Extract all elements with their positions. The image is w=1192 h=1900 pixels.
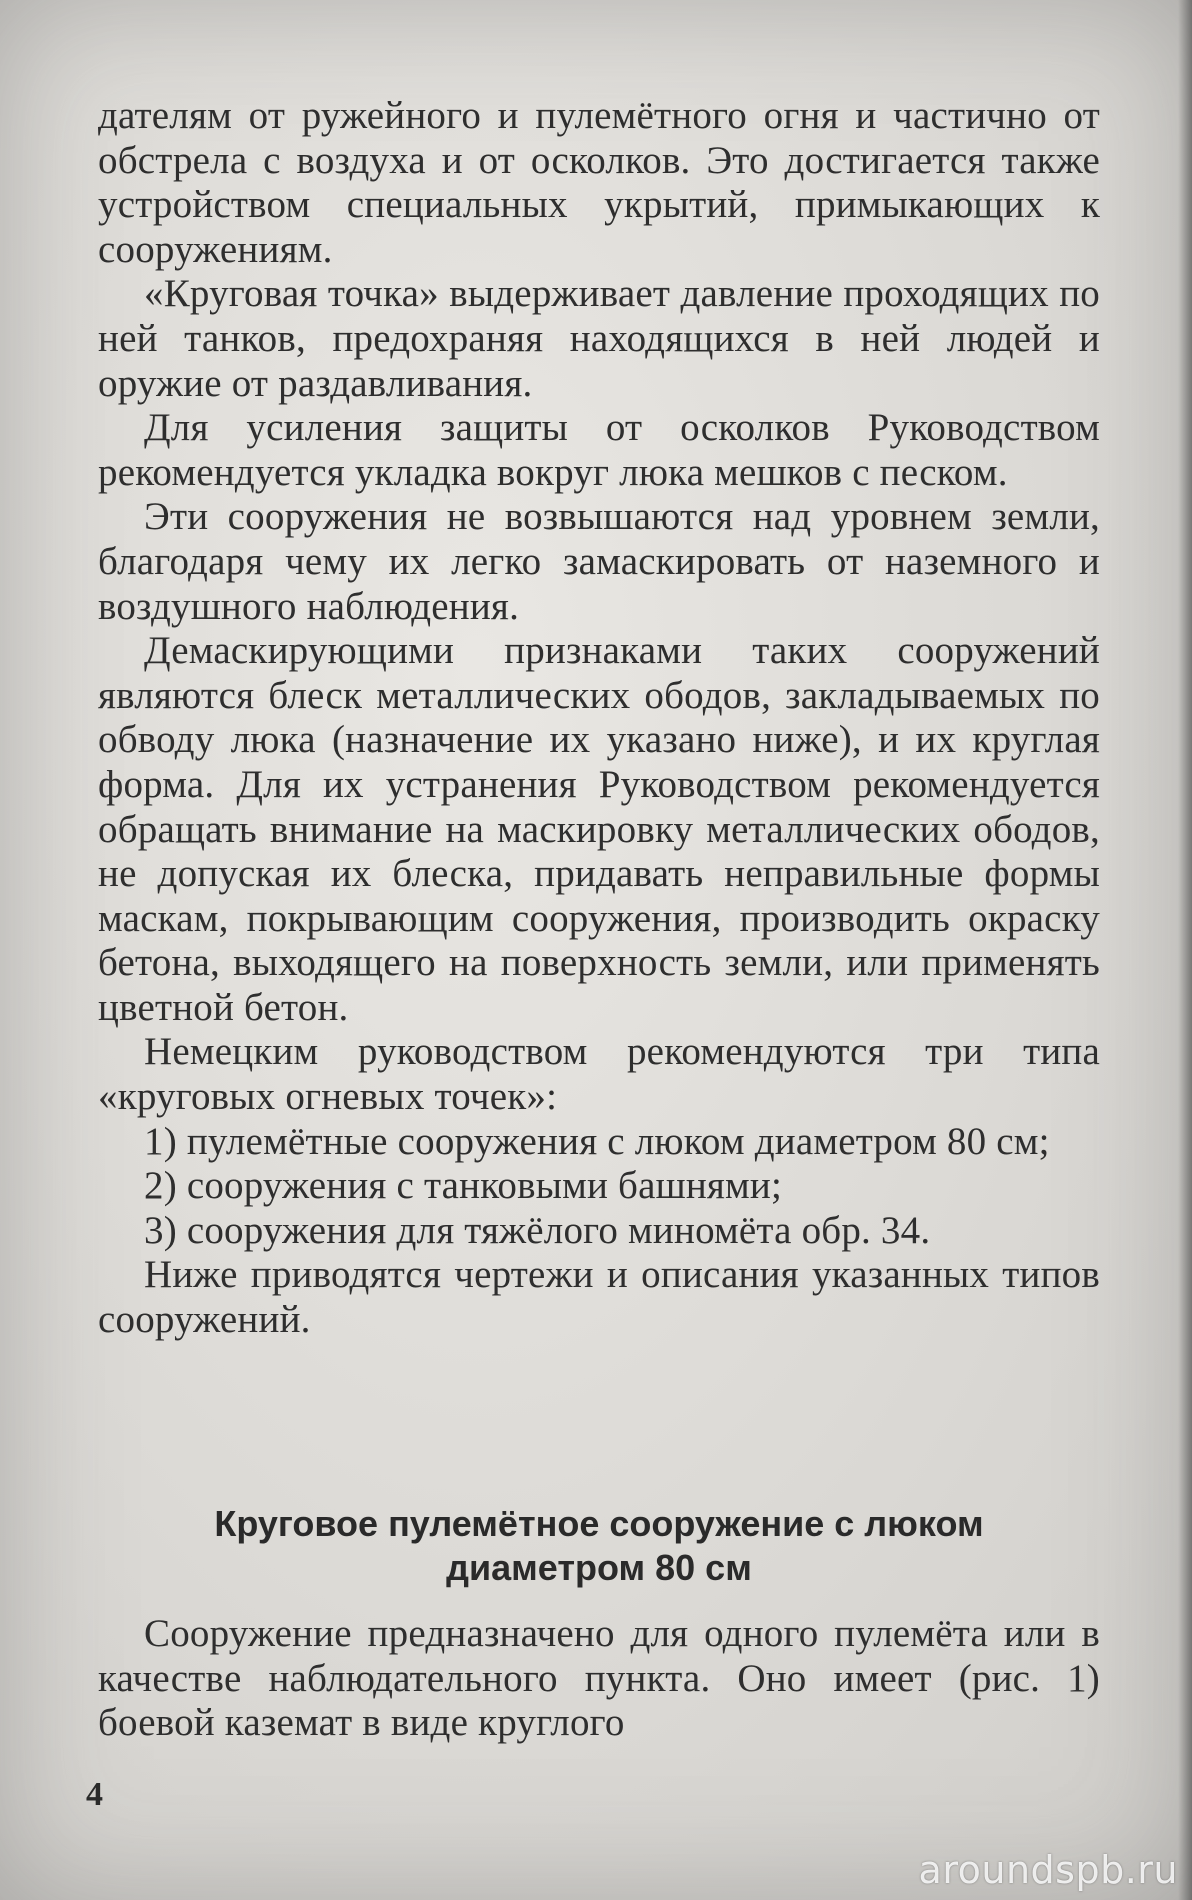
body-text	[98, 94, 1100, 1343]
section-paragraph: Сооружение предназначено для одного пулемёта или в качестве наблюдательного пункта. Оно имеет (рис. 1) боевой каземат в виде круглого	[98, 1612, 1100, 1745]
watermark: aroundspb.ru	[918, 1848, 1178, 1892]
paragraph-6: Немецким руководством рекомендуются три типа «круговых огневых точек»:	[98, 1030, 1100, 1119]
page-edge-shadow	[1178, 0, 1192, 1900]
paragraph-3: Для усиления защиты от осколков Руководством рекомендуется укладка вокруг люка мешков с песком.	[98, 406, 1100, 494]
list-item-1: 1) пулемётные сооружения с люком диаметром 80 см;	[144, 1119, 1050, 1163]
section-heading-line-1: Круговое пулемётное сооружение с люком	[214, 1503, 984, 1544]
paragraph-7: Ниже приводятся чертежи и описания указанных типов сооружений.	[98, 1253, 1100, 1342]
page-number: 4	[86, 1776, 103, 1813]
section-heading	[98, 1502, 1100, 1590]
section-heading-line-2: диаметром 80 см	[446, 1547, 752, 1588]
list-item-3: 3) сооружения для тяжёлого миномёта обр. 34.	[144, 1208, 931, 1252]
paragraph-1: дателям от ружейного и пулемётного огня и частично от обстрела с воздуха и от осколков. Это достигается также устройством специальных укрытий, примыкающих к сооружениям.	[98, 94, 1100, 271]
list-item-2: 2) сооружения с танковыми башнями;	[144, 1164, 783, 1208]
section-body-text	[98, 1612, 1100, 1746]
paragraph-4: Эти сооружения не возвышаются над уровнем земли, благодаря чему их легко замаскировать от наземного и воздушного наблюдения.	[98, 495, 1100, 628]
paragraph-5: Демаскирующими признаками таких сооружений являются блеск металлических ободов, закладываемых по обводу люка (назначение их указано ниже), и их круглая форма. Для их устранения Руководством рекомендуется обращать внимание на маскировку металлических ободов, не допуская их блеска, придавать неправильные формы маскам, покрывающим сооружения, производить окраску бетона, выходящего на поверхность земли, или применять цветной бетон.	[98, 629, 1100, 1029]
paragraph-2: «Круговая точка» выдерживает давление проходящих по ней танков, предохраняя находящихся в ней людей и оружие от раздавливания.	[98, 272, 1100, 405]
